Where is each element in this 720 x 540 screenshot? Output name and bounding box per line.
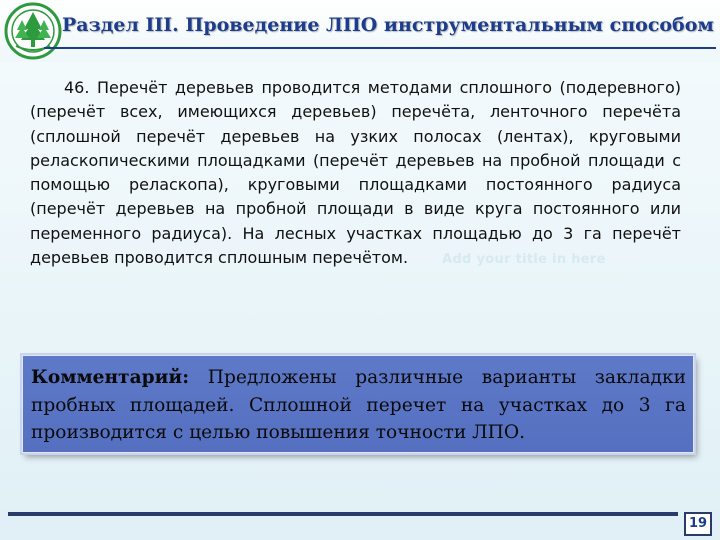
- title-underline: [44, 47, 716, 49]
- paragraph-text: 46. Перечёт деревьев проводится методами сплошного (подеревного) (перечёт всех, имеющихся деревьев) перечёта, ленточного перечёта (сплошной перечёт деревьев на узких полосах (лентах), круговыми реласкопическими площадками (перечёт деревьев на пробной площади с помощью реласкопа), круговыми площадками постоянного радиуса (перечёт деревьев на пробной площади в виде круга постоянного или переменного радиуса). На лесных участках площадью до 3 га перечёт деревьев проводится сплошным перечётом.: [30, 78, 681, 268]
- title-placeholder: Add your title in here: [442, 252, 606, 268]
- footer-divider: [8, 512, 678, 516]
- comment-label: Комментарий:: [31, 367, 190, 388]
- page-number: 19: [684, 512, 712, 536]
- main-paragraph: [30, 76, 681, 272]
- forest-emblem-icon: [4, 2, 62, 60]
- page-title: Раздел III. Проведение ЛПО инструментальным способом: [62, 14, 714, 36]
- comment-text: [31, 364, 686, 447]
- comment-body: Предложены различные варианты закладки пробных площадей. Сплошной перечет на участках до 3 га производится с целью повышения точности ЛПО.: [31, 367, 686, 443]
- comment-box: [22, 355, 694, 453]
